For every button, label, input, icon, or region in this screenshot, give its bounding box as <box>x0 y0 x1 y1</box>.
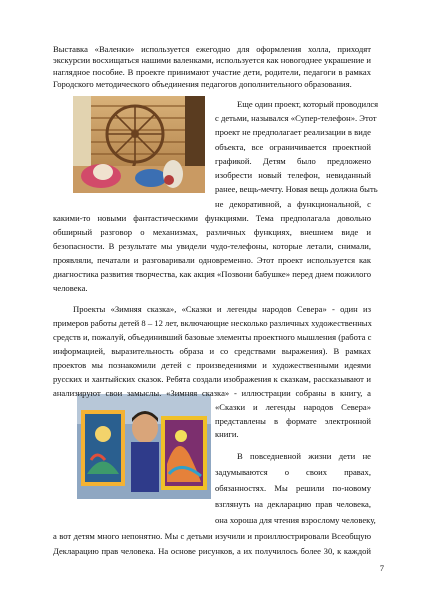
text-line: книги. <box>215 429 239 439</box>
text-line: она хороша для чтения взрослому человеку, <box>215 515 376 525</box>
text-line: Проекты «Зимняя сказка», «Сказки и легенды народов Севера» - один из <box>73 304 371 314</box>
text-line: задумываются о своих правах, <box>215 467 371 477</box>
text-line: Декларацию прав человека. На основе рисунков, а их получилось более 30, к каждой <box>53 546 371 556</box>
text-line: экскурсии восхищаться нашими валенками, используется как новогоднее украшение и <box>53 55 371 65</box>
text-line: объекта, все ограничивается проектной <box>215 142 371 152</box>
text-line: русских и хантыйских сказок. Ребята создали изображения к сказкам, рассказывают и <box>53 374 371 384</box>
text-line: взглянуть на декларацию прав человека, <box>215 499 371 509</box>
text-line: наглядное пособие. В проекте принимают участие дети, родители, педагоги в рамках <box>53 67 371 77</box>
text-line: графикой. Детям было предложено <box>215 156 371 166</box>
text-line: человека. <box>53 283 88 293</box>
text-line: В повседневной жизни дети не <box>237 451 371 461</box>
spinning-wheel-photo <box>73 96 205 193</box>
text-line: Выставка «Валенки» используется ежегодно для оформления холла, приходят <box>53 44 371 54</box>
text-line: а вот детям много непонятно. Мы с детьми изучили и проиллюстрировали Всеобщую <box>53 531 371 541</box>
text-line: информацией, выразительность образа и со средствами выражения). В рамках <box>53 346 371 356</box>
text-line: Городского методического объединения педагогов дополнительного образования. <box>53 79 352 89</box>
text-line: проект не предполагает реализации в виде <box>215 127 371 137</box>
page-number: 7 <box>379 563 384 573</box>
text-line: средств и, пожалуй, объединивший базовые элементы проектного мышления (работа с <box>53 332 372 342</box>
text-line: «Сказки и легенды народов Севера» <box>215 402 371 412</box>
text-line: проявляли, печатали и разговаривали одновременно. Этот проект используется как <box>53 255 371 265</box>
text-line: безопасности. В результате мы увидели чудо-телефоны, которые летали, снимали, <box>53 241 371 251</box>
text-line: какими-то новыми фантастическими функциями. Тема предполагала довольно <box>53 213 371 223</box>
text-line: с детьми, назывался «Супер-телефон». Этот <box>215 113 377 123</box>
text-line: обширный разговор о механизмах, различных функциях, внешнем виде и <box>53 227 371 237</box>
text-line: анализируют свои замыслы. «Зимняя сказка» - иллюстрации собраны в книгу, а <box>53 388 371 398</box>
text-line: примеров работы детей 8 – 12 лет, включающие несколько различных художественных <box>53 318 372 328</box>
text-line: обязанностях. Мы решили по-новому <box>215 483 371 493</box>
text-line: представлены в формате электронной <box>215 416 371 426</box>
text-line: Еще один проект, который проводился <box>237 99 379 109</box>
text-line: проектов мы познакомили детей с произведениями и художественными идеями <box>53 360 371 370</box>
text-line: диагностика развития творчества, как акция «Позвони бабушке» перед днем пожилого <box>53 269 371 279</box>
text-line: ранее, вещь-мечту. Новая вещь должна быть <box>215 184 378 194</box>
child-with-paintings-photo <box>77 394 211 499</box>
text-line: не декоративной, а функциональной, с <box>215 199 371 209</box>
text-line: изобрести новый телефон, невиданный <box>215 170 371 180</box>
